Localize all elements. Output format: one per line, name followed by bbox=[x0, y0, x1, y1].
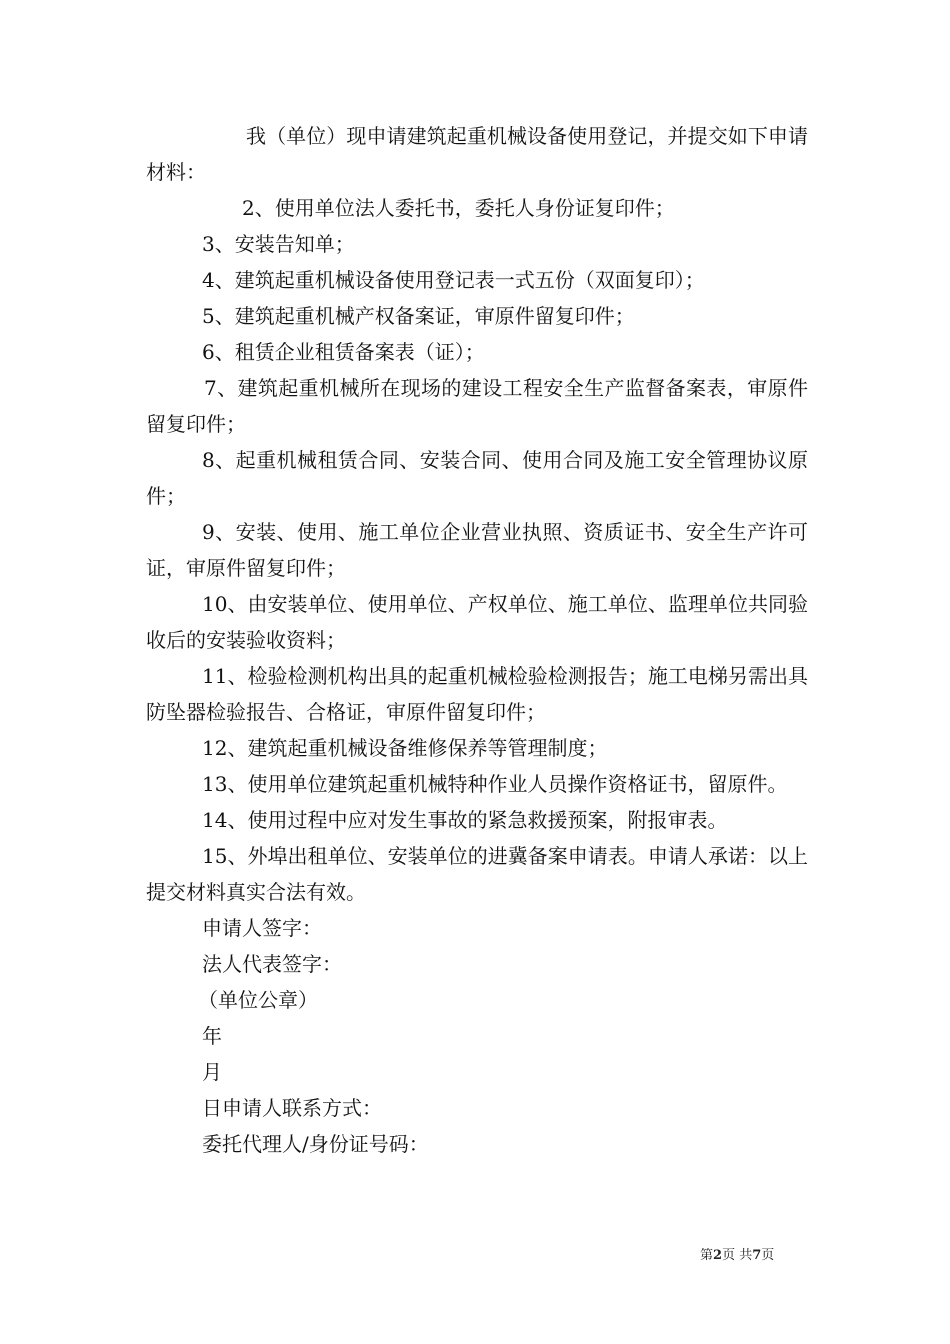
applicant-signature-line: 申请人签字： bbox=[202, 916, 322, 940]
agent-id-line: 委托代理人/身份证号码： bbox=[202, 1132, 429, 1156]
date-year: 年 bbox=[202, 1024, 222, 1048]
list-item-5: 5、建筑起重机械产权备案证，审原件留复印件； bbox=[202, 304, 635, 328]
list-item-15: 15、外埠出租单位、安装单位的进冀备案申请表。申请人承诺：以上提交材料真实合法有效。 bbox=[146, 844, 808, 904]
unit-seal-line: （单位公章） bbox=[198, 988, 318, 1012]
list-item-9: 9、安装、使用、施工单位企业营业执照、资质证书、安全生产许可证，审原件留复印件； bbox=[146, 520, 808, 580]
list-item-2: 2、使用单位法人委托书，委托人身份证复印件； bbox=[242, 196, 675, 220]
document-body bbox=[146, 118, 808, 1162]
list-item-14: 14、使用过程中应对发生事故的紧急救援预案，附报审表。 bbox=[202, 808, 728, 832]
list-item-13: 13、使用单位建筑起重机械特种作业人员操作资格证书，留原件。 bbox=[202, 772, 788, 796]
footer-middle: 页 共 bbox=[722, 1248, 753, 1263]
date-month: 月 bbox=[202, 1060, 222, 1084]
footer-prefix: 第 bbox=[700, 1248, 714, 1263]
footer-suffix: 页 bbox=[761, 1248, 775, 1263]
page-footer bbox=[700, 1248, 850, 1264]
legal-representative-signature-line: 法人代表签字： bbox=[202, 952, 342, 976]
list-item-11: 11、检验检测机构出具的起重机械检验检测报告；施工电梯另需出具防坠器检验报告、合格证，审原件留复印件； bbox=[146, 664, 808, 724]
intro-paragraph: 我（单位）现申请建筑起重机械设备使用登记，并提交如下申请材料： bbox=[146, 124, 808, 184]
list-item-8: 8、起重机械租赁合同、安装合同、使用合同及施工安全管理协议原件； bbox=[146, 448, 808, 508]
footer-current-page: 2 bbox=[713, 1248, 723, 1263]
list-item-6: 6、租赁企业租赁备案表（证）； bbox=[202, 340, 485, 364]
list-item-7: 7、建筑起重机械所在现场的建设工程安全生产监督备案表，审原件留复印件； bbox=[146, 376, 808, 436]
date-day-contact-line: 日申请人联系方式： bbox=[202, 1096, 382, 1120]
list-item-10: 10、由安装单位、使用单位、产权单位、施工单位、监理单位共同验收后的安装验收资料； bbox=[146, 592, 808, 652]
list-item-4: 4、建筑起重机械设备使用登记表一式五份（双面复印）； bbox=[202, 268, 705, 292]
list-item-12: 12、建筑起重机械设备维修保养等管理制度； bbox=[202, 736, 608, 760]
list-item-3: 3、安装告知单； bbox=[202, 232, 355, 256]
footer-total-pages: 7 bbox=[752, 1248, 762, 1263]
